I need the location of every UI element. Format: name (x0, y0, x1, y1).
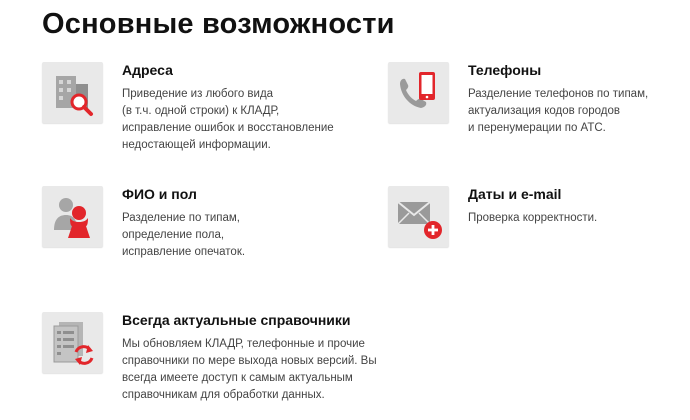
page-title: Основные возможности (42, 8, 395, 40)
envelope-add-icon (388, 186, 449, 247)
phone-handset-icon (388, 62, 449, 123)
feature-title: Адреса (122, 62, 173, 78)
feature-title: ФИО и пол (122, 186, 197, 202)
feature-title: Всегда актуальные справочники (122, 312, 351, 328)
feature-addresses (42, 62, 342, 152)
document-refresh-icon (42, 312, 103, 373)
feature-name-gender (42, 186, 342, 256)
feature-description: Мы обновляем КЛАДР, телефонные и прочие справочники по мере выхода новых версий. Вы всегда имеете доступ к самым актуальным справочникам для обработки данных. (122, 338, 377, 401)
feature-description: Разделение по типам, определение пола, исправление опечаток. (122, 212, 246, 258)
feature-phones (388, 62, 688, 152)
feature-title: Телефоны (468, 62, 542, 78)
feature-description: Приведение из любого вида (в т.ч. одной строки) к КЛАДР, исправление ошибок и восстановление недостающей информации. (122, 88, 334, 151)
building-search-icon (42, 62, 103, 123)
feature-description: Проверка корректности. (468, 212, 598, 224)
feature-description: Разделение телефонов по типам, актуализация кодов городов и перенумерации по АТС. (468, 88, 649, 134)
feature-title: Даты и e-mail (468, 186, 562, 202)
feature-dates-email (388, 186, 688, 256)
feature-directories (42, 312, 377, 402)
person-gender-icon (42, 186, 103, 247)
